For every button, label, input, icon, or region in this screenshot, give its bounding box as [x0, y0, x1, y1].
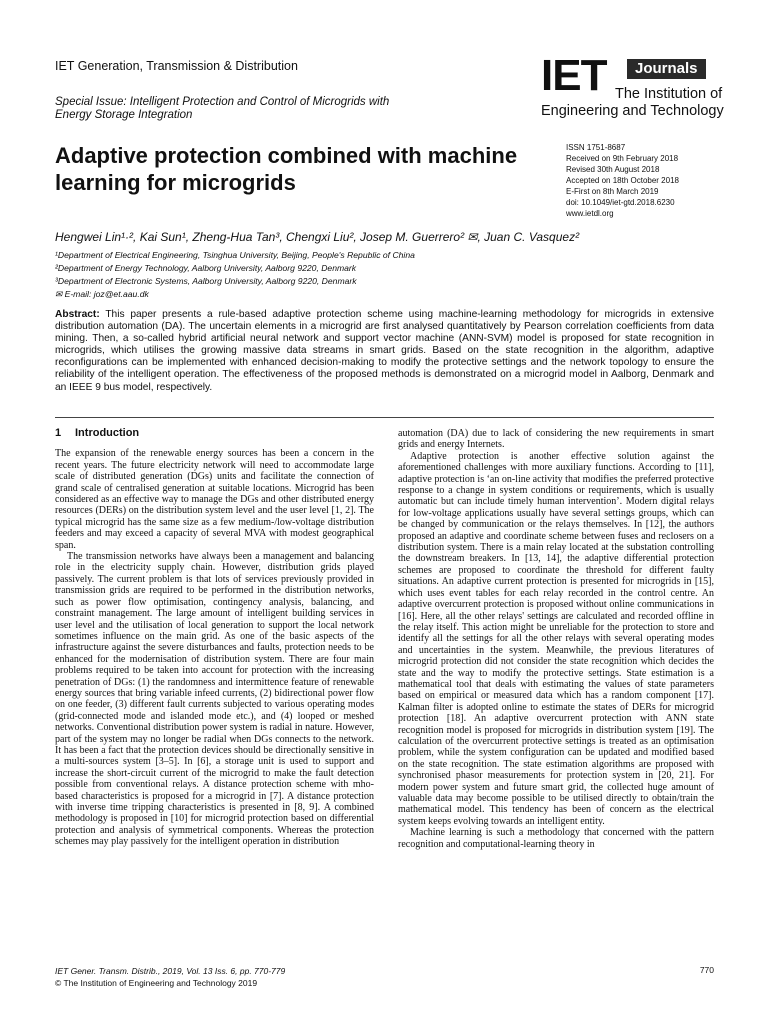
author-list: Hengwei Lin¹·², Kai Sun¹, Zheng-Hua Tan³, Chengxi Liu², Josep M. Guerrero² ✉, Juan C. Vasquez² — [55, 230, 580, 244]
affiliation: ³Department of Electronic Systems, Aalborg University, Aalborg 9220, Denmark — [55, 276, 357, 286]
paragraph: Machine learning is such a methodology that concerned with the pattern recognition and computational-learning theory in — [398, 827, 714, 850]
website-link[interactable]: www.ietdl.org — [566, 209, 614, 218]
meta-line: Revised 30th August 2018 — [566, 165, 660, 174]
paragraph: Adaptive protection is another effective solution against the aforementioned challenges with more auxiliary functions. According to [11], adaptive protection is ‘an on-line activity that modifies the preferred protective response to a change in system conditions or requirements, which is usually automatic but can include timely human intervention’. Modern digital relays for low-voltage applications usually have several settings groups, which can be changed by communication or the relays themselves. In [12], the authors proposed an adaptive and coordinate scheme between fuses and reclosers on a distribution system. There is a main relay located at the substation controlling the downstream breakers. In [13, 14], the adaptive differential protection schemes are proposed to coordinate the threshold for different faulty situations. An adaptive current protection is presented for microgrids in [15], which uses event tables for each relay recorded in the control centre. An adaptive overcurrent protection is proposed without online communications in [16]. Here, all the other relays' settings are calculated and recorded offline in the relay itself. This action might be unreliable for the protection to store and identify all the settings for all the other relays with several operating modes and uncertainties in the system. Meanwhile, the previous literatures of microgrid protection did not consider the state recognition which decides the state and the way to modify the protective settings. State estimation is a mathematical tool that deals with estimating the values of state parameters based on empirical or measured data which has a random component [17]. Kalman filter is adopted online to estimate the states of DERs for microgrid protection [18]. An adaptive overcurrent protection with ANN state recognition model is proposed for microgrids in distribution system [19]. The calculation of the overcurrent protective settings is treated as an optimisation problem, while the system configuration can be updated and modified based on the state recognition. The state estimation algorithms are proposed with synchronised phasor measurements for protection system in [20, 21]. For modern power system and future smart grid, the collected huge amount of valuable data may become possible to be utilised directly to obtain/train the mathematical model. This tendency has been of concern as the electrical system keeps evolving towards an intelligent entity. — [398, 450, 714, 827]
title-line: Adaptive protection combined with machine — [55, 143, 518, 168]
divider — [55, 417, 714, 418]
abstract-label: Abstract: — [55, 309, 100, 320]
paragraph: The transmission networks have always been a management and balancing role in the electricity supply chain. However, distribution grids played passively. The current problem is that lots of services previously provided in transmission grids are required to be performed in the distribution networks, such as power flow optimisation, contingency analysis, balancing, and constraint management. The large amount of intelligent building services in user level and the utilisation of local generation to support the local network sometimes influence on the main grid. As one of the basic aspects of the infrastructure against the severe disturbances and faults, protection needs to be enhanced for the modernisation of distribution system. There are four main problems required to be taken into account for protection with the increasing penetration of DGs: (1) the randomness and intermittence feature of renewable energy sources that bring variable infeed currents, (2) bidirectional power flow on one feeder, (3) different fault currents subjected to various operating modes (grid-connected mode and islanded mode etc.), and (4) looped or meshed networks. Conventional distribution power system is radial in nature. However, part of the system may no longer be radial when DGs connects to the network. It has been a fact that the protection devices should be directionally sensitive in a multi-sources system [3–5]. In [6], a storage unit is used to support and increase the short-circuit current of the microgrid to make the fault detection possible from conventional relays. A distance protection scheme with mho-based characteristics is proposed for a microgrid in [7]. A distance protection with inverse time tripping characteristics is presented in [8, 9]. A combined methodology is proposed in [10] for microgrid protection based on differential protection and analysis of symmetrical components. Whereas the protection schemes may play passively for the intelligent operation in distribution — [55, 551, 374, 848]
special-issue-line: Special Issue: Intelligent Protection and Control of Microgrids with — [55, 96, 390, 108]
paper-title — [55, 142, 545, 196]
meta-line: E-First on 8th March 2019 — [566, 187, 659, 196]
logo-journals: Journals — [627, 59, 706, 79]
affiliation: ¹Department of Electrical Engineering, Tsinghua University, Beijing, People's Republic of China — [55, 250, 415, 260]
special-issue — [55, 96, 495, 122]
email-link[interactable]: ✉ E-mail: joz@et.aau.dk — [55, 289, 149, 299]
page-number: 770 — [699, 965, 714, 975]
title-line: learning for microgrids — [55, 170, 296, 195]
special-issue-line: Energy Storage Integration — [55, 109, 193, 121]
journal-name: IET Generation, Transmission & Distribution — [55, 59, 298, 73]
meta-line: Accepted on 18th October 2018 — [566, 176, 679, 185]
section-number: 1 — [55, 427, 62, 439]
meta-line: ISSN 1751-8687 — [566, 143, 626, 152]
left-column — [55, 428, 374, 848]
logo-institution-line: The Institution of — [615, 86, 723, 102]
section-heading — [55, 428, 374, 439]
abstract — [55, 309, 714, 394]
paragraph: The expansion of the renewable energy sources has been a concern in the recent years. The future electricity network will need to accommodate large scale of distributed generation (DGs) units and facilitate the connection of grand scale of centralised generation at suitable locations. Microgrid has been considered as an effective way to manage the DGs and other distributed energy resources (DERs) on the distribution system level and the user level [1, 2]. The typical microgrid has the same size as a few medium-/low-voltage distribution feeders and may exceed a capacity of several MVA with modest geographical span. — [55, 448, 374, 551]
section-title: Introduction — [75, 427, 140, 439]
abstract-text: This paper presents a rule-based adaptive protection scheme using machine-learning methodology for microgrids in extensive distribution automation (DA). The uncertain elements in a microgrid are first analysed quantitatively by Pearson correlation coefficients from data mining. Then, a so-called hybrid artificial neural network and support vector machine (ANN-SVM) model is proposed for state recognition in microgrids, which utilises the growing massive data streams in smart grids. Based on the state recognition in the algorithm, adaptive reconfigurations can be implemented with enhanced decision-making to modify the protective settings and the network topology to ensure the reliability of the intelligent operation. The effectiveness of the proposed methods is demonstrated on a microgrid model in Aalborg, Denmark and an IEEE 9 bus model, respectively. — [55, 309, 714, 393]
article-metadata — [566, 142, 736, 219]
right-column — [398, 428, 714, 850]
doi-link[interactable]: doi: 10.1049/iet-gtd.2018.6230 — [566, 198, 675, 207]
affiliation: ²Department of Energy Technology, Aalborg University, Aalborg 9220, Denmark — [55, 263, 357, 273]
iet-journals-logo — [541, 51, 724, 120]
logo-iet: IET — [541, 51, 607, 100]
meta-line: Received on 9th February 2018 — [566, 154, 679, 163]
affiliations — [55, 249, 725, 301]
footer-citation: IET Gener. Transm. Distrib., 2019, Vol. 13 Iss. 6, pp. 770-779 — [55, 966, 286, 976]
footer-copyright: © The Institution of Engineering and Technology 2019 — [55, 978, 258, 988]
footer — [55, 965, 285, 989]
logo-institution-line: Engineering and Technology — [541, 103, 724, 119]
paragraph: automation (DA) due to lack of considering the new requirements in smart grids and energy Internets. — [398, 428, 714, 451]
